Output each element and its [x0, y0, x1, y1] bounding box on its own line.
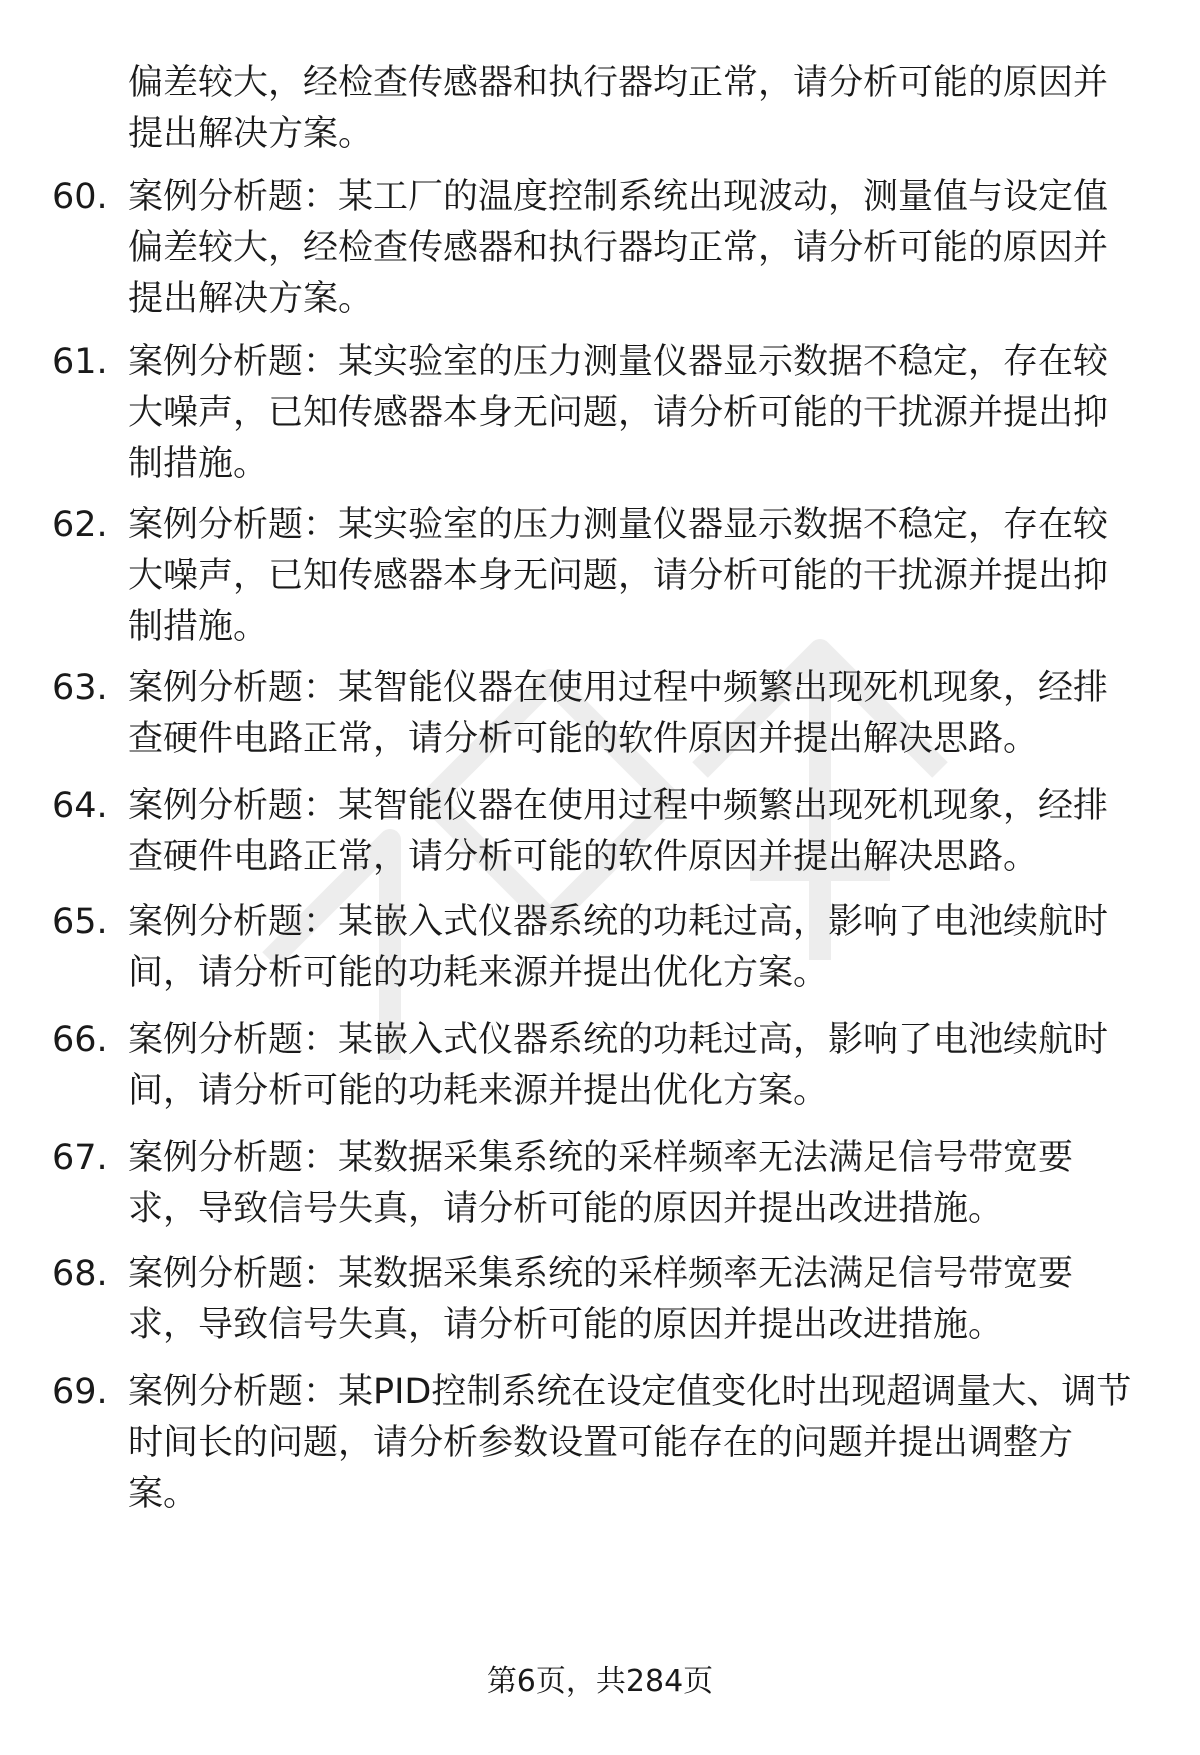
question-text: 案例分析题：某智能仪器在使用过程中频繁出现死机现象，经排查硬件电路正常，请分析可能的软件原因并提出解决思路。	[128, 668, 1109, 759]
question-number: 64.	[52, 786, 108, 826]
question-number: 61.	[52, 342, 108, 382]
question-text: 案例分析题：某实验室的压力测量仪器显示数据不稳定，存在较大噪声，已知传感器本身无问题，请分析可能的干扰源并提出抑制措施。	[128, 505, 1109, 647]
question-number: 65.	[52, 902, 108, 942]
question-number: 67.	[52, 1138, 108, 1178]
question-number: 62.	[52, 505, 108, 545]
question-text: 案例分析题：某PID控制系统在设定值变化时出现超调量大、调节时间长的问题，请分析参数设置可能存在的问题并提出调整方案。	[128, 1372, 1132, 1514]
continuation-text: 偏差较大，经检查传感器和执行器均正常，请分析可能的原因并提出解决方案。	[128, 63, 1109, 154]
question-number: 60.	[52, 177, 108, 217]
question-text: 案例分析题：某嵌入式仪器系统的功耗过高，影响了电池续航时间，请分析可能的功耗来源并提出优化方案。	[128, 1020, 1109, 1111]
question-text: 案例分析题：某数据采集系统的采样频率无法满足信号带宽要求，导致信号失真，请分析可能的原因并提出改进措施。	[128, 1254, 1074, 1345]
question-number: 68.	[52, 1254, 108, 1294]
question-text: 案例分析题：某数据采集系统的采样频率无法满足信号带宽要求，导致信号失真，请分析可能的原因并提出改进措施。	[128, 1138, 1074, 1229]
question-text: 案例分析题：某智能仪器在使用过程中频繁出现死机现象，经排查硬件电路正常，请分析可能的软件原因并提出解决思路。	[128, 786, 1109, 877]
question-number: 66.	[52, 1020, 108, 1060]
question-number: 63.	[52, 668, 108, 708]
page-footer: 第6页，共284页	[486, 1664, 714, 1699]
question-number: 69.	[52, 1372, 108, 1412]
question-text: 案例分析题：某嵌入式仪器系统的功耗过高，影响了电池续航时间，请分析可能的功耗来源并提出优化方案。	[128, 902, 1109, 993]
question-text: 案例分析题：某实验室的压力测量仪器显示数据不稳定，存在较大噪声，已知传感器本身无问题，请分析可能的干扰源并提出抑制措施。	[128, 342, 1109, 484]
question-text: 案例分析题：某工厂的温度控制系统出现波动，测量值与设定值偏差较大，经检查传感器和执行器均正常，请分析可能的原因并提出解决方案。	[128, 177, 1109, 319]
